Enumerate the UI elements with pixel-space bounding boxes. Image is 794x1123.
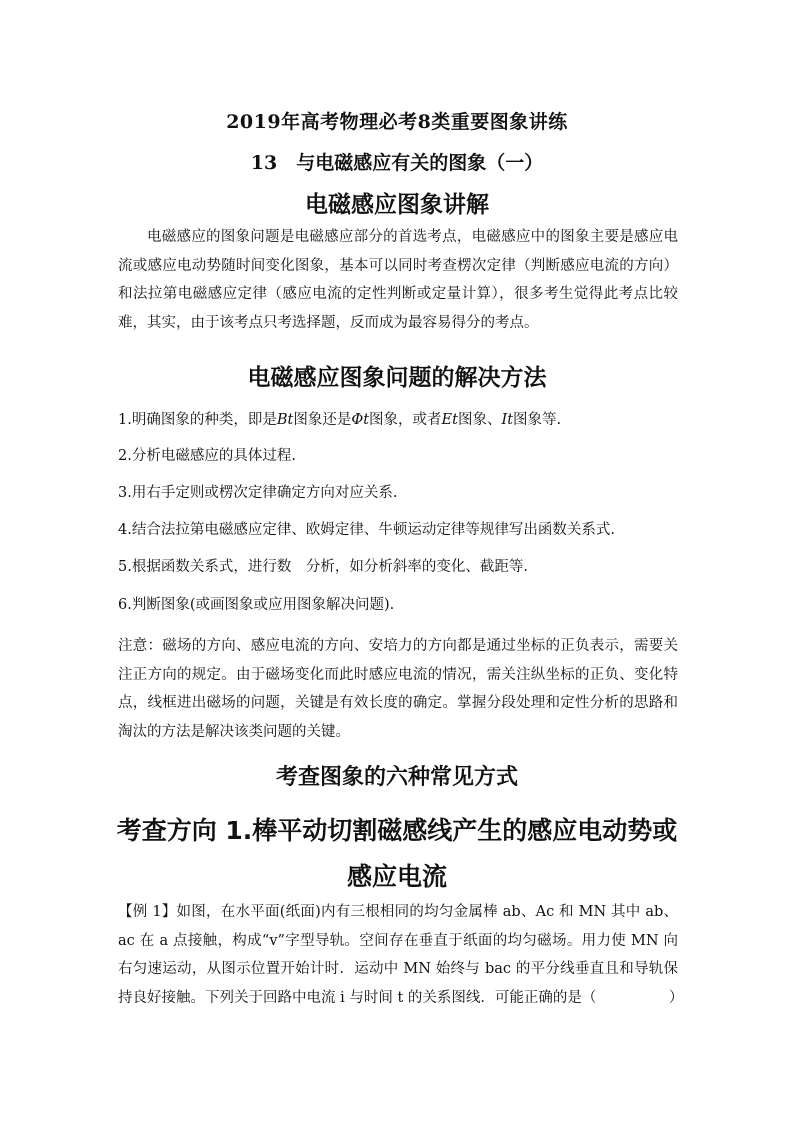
method-step-2: 2.分析电磁感应的具体过程. bbox=[118, 448, 296, 464]
document-title: 2019年高考物理必考8类重要图象讲练 bbox=[226, 111, 568, 133]
method-step-6: 6.判断图象(或画图象或应用图象解决问题). bbox=[118, 597, 395, 613]
step1-symbol-phit: Φt bbox=[351, 412, 370, 428]
method-step-3: 3.用右手定则或楞次定律确定方向对应关系. bbox=[118, 485, 398, 501]
section-heading-methods: 电磁感应图象问题的解决方法 bbox=[247, 365, 547, 391]
section-heading-explanation: 电磁感应图象讲解 bbox=[305, 192, 489, 218]
section-heading-direction-1: 考查方向 1.棒平动切割磁感线产生的感应电动势或感应电流 bbox=[116, 816, 678, 891]
step1-text-a: 1.明确图象的种类，即是 bbox=[118, 412, 277, 428]
step1-text-c: 图象还是 bbox=[293, 412, 352, 428]
step1-text-e: 图象，或者 bbox=[369, 412, 442, 428]
example-1-paragraph: 【例 1】如图，在水平面(纸面)内有三根相同的均匀金属棒 ab、Ac 和 MN 其中 ab、ac 在 a 点接触，构成“v”字型导轨。空间存在垂直于纸面的均匀磁场。用力使 MN 向右匀速运动，从图示位置开始计时．运动中 MN 始终与 bac 的平分线垂直且和导轨保持良好接触。下列关于回路中电流 i 与时间 t 的关系图线．可能正确的是（ ） bbox=[118, 904, 684, 1006]
method-step-1 bbox=[118, 409, 678, 431]
method-step-5: 5.根据函数关系式，进行数 分析，如分析斜率的变化、截距等. bbox=[118, 559, 528, 575]
method-step-4: 4.结合法拉第电磁感应定律、欧姆定律、牛顿运动定律等规律写出函数关系式. bbox=[118, 522, 615, 538]
step1-symbol-bt: Bt bbox=[276, 412, 294, 428]
step1-text-g: 图象、 bbox=[457, 412, 502, 428]
step1-symbol-it: It bbox=[501, 412, 514, 428]
step1-symbol-et: Et bbox=[441, 412, 458, 428]
intro-paragraph: 电磁感应的图象问题是电磁感应部分的首选考点，电磁感应中的图象主要是感应电流或感应电动势随时间变化图象，基本可以同时考查楞次定律（判断感应电流的方向）和法拉第电磁感应定律（感应电流的定性判断或定量计算），很多考生觉得此考点比较难，其实，由于该考点只考选择题，反而成为最容易得分的考点。 bbox=[118, 229, 678, 331]
step1-text-i: 图象等. bbox=[513, 412, 562, 428]
note-paragraph: 注意：磁场的方向、感应电流的方向、安培力的方向都是通过坐标的正负表示，需要关注正方向的规定。由于磁场变化而此时感应电流的情况，需关注纵坐标的正负、变化特点，线框进出磁场的问题，关键是有效长度的确定。掌握分段处理和定性分析的思路和淘汰的方法是解决该类问题的关键。 bbox=[118, 638, 678, 740]
section-heading-six-ways: 考查图象的六种常见方式 bbox=[275, 765, 518, 790]
document-subtitle: 13 与电磁感应有关的图象（一） bbox=[250, 152, 544, 174]
